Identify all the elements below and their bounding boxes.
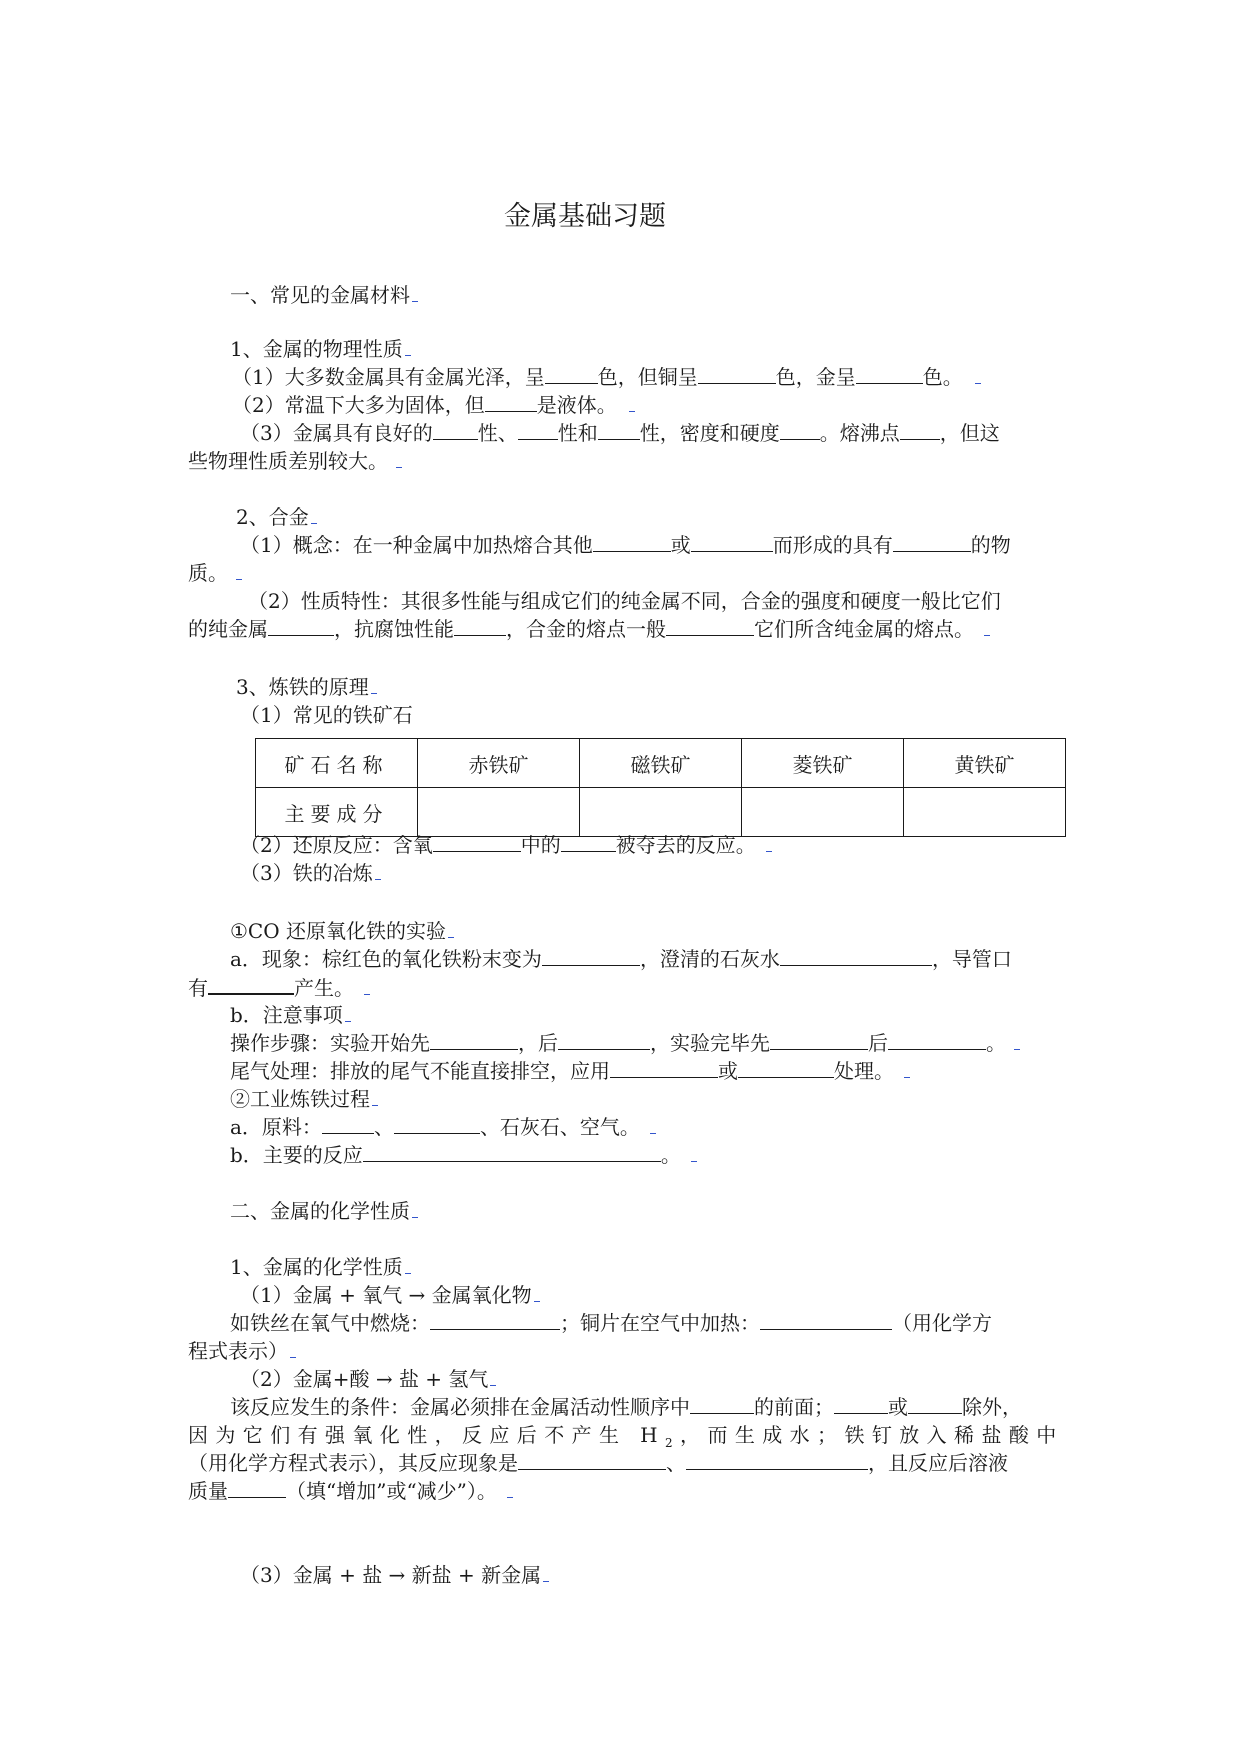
question-line: （3）金属 + 盐 → 新盐 + 新金属 (240, 1562, 549, 1588)
paragraph-mark (371, 674, 377, 694)
paragraph-mark (691, 1142, 697, 1162)
page-title: 金属基础习题 (504, 201, 666, 232)
paragraph-mark (1014, 1030, 1020, 1050)
blank[interactable] (686, 1450, 868, 1470)
blank[interactable] (610, 1058, 718, 1078)
question-line: （2）性质特性：其很多性能与组成它们的纯金属不同，合金的强度和硬度一般比它们 (248, 589, 1001, 613)
blank[interactable] (893, 532, 971, 552)
blank[interactable] (430, 1030, 518, 1050)
blank[interactable] (430, 1310, 560, 1330)
blank[interactable] (268, 616, 334, 636)
blank[interactable] (698, 364, 776, 384)
paragraph-mark (904, 1058, 910, 1078)
blank[interactable] (908, 1394, 962, 1414)
table-header-cell: 赤铁矿 (418, 739, 580, 788)
question-line: （2）金属+酸 → 盐 + 氢气 (240, 1366, 496, 1392)
subsection-heading: 1、金属的化学性质 (230, 1254, 411, 1280)
paragraph-mark (412, 1198, 418, 1218)
paragraph-mark (290, 1338, 296, 1358)
question-line: 些物理性质差别较大。 (188, 448, 402, 474)
question-line: a．原料： 、 、石灰石、空气。 (230, 1114, 656, 1140)
blank[interactable] (545, 364, 598, 384)
blank[interactable] (856, 364, 923, 384)
paragraph-mark (448, 918, 454, 938)
blank[interactable] (518, 420, 558, 440)
table-row (256, 788, 1066, 837)
paragraph-mark (766, 832, 772, 852)
subsection-heading: 2、合金 (236, 504, 317, 530)
question-line: b．注意事项 (230, 1002, 351, 1028)
blank[interactable] (900, 420, 940, 440)
blank[interactable] (518, 1450, 666, 1470)
experiment-heading: ①CO 还原氧化铁的实验 (230, 918, 454, 944)
table-cell[interactable] (742, 788, 904, 837)
paragraph-mark (629, 392, 635, 412)
blank[interactable] (834, 1394, 888, 1414)
question-line: （用化学方程式表示），其反应现象是 、 ，且反应后溶液 (188, 1451, 1008, 1475)
paragraph-mark (311, 504, 317, 524)
blank[interactable] (561, 832, 616, 852)
question-line: 如铁丝在氧气中燃烧： ；铜片在空气中加热： （用化学方 (230, 1311, 992, 1335)
paragraph-mark (490, 1366, 496, 1386)
paragraph-mark (405, 336, 411, 356)
question-line: （1）大多数金属具有金属光泽，呈 色，但铜呈 色，金呈 色。 (232, 364, 981, 390)
question-line: a．现象：棕红色的氧化铁粉末变为 ，澄清的石灰水 ，导管口 (230, 947, 1012, 971)
blank[interactable] (691, 532, 773, 552)
paragraph-mark (375, 860, 381, 880)
blank[interactable] (454, 616, 506, 636)
blank[interactable] (542, 946, 640, 966)
subsection-heading: 3、炼铁的原理 (236, 674, 377, 700)
question-line: （1）金属 + 氧气 → 金属氧化物 (240, 1282, 540, 1308)
question-line: （3）金属具有良好的 性、 性和 性，密度和硬度 。熔沸点 ，但这 (240, 421, 1000, 445)
question-line: （2）常温下大多为固体，但 是液体。 (232, 392, 635, 418)
question-line: （1）概念：在一种金属中加热熔合其他 或 而形成的具有 的物 (240, 533, 1011, 557)
paragraph-mark (396, 448, 402, 468)
paragraph-mark (984, 616, 990, 636)
question-line: 有 产生。 (188, 974, 370, 1001)
question-line: （2）还原反应：含氧 中的 被夺去的反应。 (240, 832, 772, 858)
blank[interactable] (433, 832, 521, 852)
table-header-cell: 矿石名称 (256, 739, 418, 788)
paragraph-mark (543, 1562, 549, 1582)
question-line: b．主要的反应 。 (230, 1142, 697, 1168)
blank[interactable] (485, 392, 537, 412)
blank[interactable] (780, 420, 820, 440)
blank[interactable] (888, 1030, 986, 1050)
blank[interactable] (394, 1114, 480, 1134)
table-cell[interactable] (904, 788, 1066, 837)
table-header-cell: 黄铁矿 (904, 739, 1066, 788)
blank[interactable] (690, 1394, 754, 1414)
question-line: 质量 （填“增加”或“减少”）。 (188, 1478, 513, 1504)
paragraph-mark (534, 1282, 540, 1302)
blank[interactable] (363, 1142, 661, 1162)
blank[interactable] (558, 1030, 650, 1050)
paragraph-mark (364, 975, 370, 995)
experiment-heading: ②工业炼铁过程 (230, 1086, 378, 1112)
paragraph-mark (975, 364, 981, 384)
table-row-label: 主要成分 (256, 788, 418, 837)
section-1-heading: 一、常见的金属材料 (230, 282, 418, 308)
table-header-cell: 磁铁矿 (580, 739, 742, 788)
table-header-cell: 菱铁矿 (742, 739, 904, 788)
question-line: （3）铁的冶炼 (240, 860, 381, 886)
question-line: 质。 (188, 560, 242, 586)
question-line: 的纯金属 ，抗腐蚀性能 ，合金的熔点一般 它们所含纯金属的熔点。 (188, 616, 990, 642)
question-line: 尾气处理：排放的尾气不能直接排空，应用 或 处理。 (230, 1058, 910, 1084)
table-caption: （1）常见的铁矿石 (240, 703, 413, 727)
blank[interactable] (433, 420, 478, 440)
blank[interactable] (760, 1310, 892, 1330)
paragraph-mark (345, 1002, 351, 1022)
blank[interactable] (593, 532, 671, 552)
table-cell[interactable] (580, 788, 742, 837)
blank[interactable] (598, 420, 640, 440)
blank[interactable] (770, 1030, 868, 1050)
question-line: 因为它们有强氧化性，反应后不产生 $H_2$，而生成水；铁钉放入稀盐酸中 (188, 1423, 1064, 1450)
iron-ore-table (255, 738, 1066, 837)
table-row (256, 739, 1066, 788)
blank[interactable] (666, 616, 754, 636)
blank[interactable] (738, 1058, 834, 1078)
paragraph-mark (405, 1254, 411, 1274)
question-line: 操作步骤：实验开始先 ，后 ，实验完毕先 后 。 (230, 1030, 1020, 1056)
blank[interactable] (228, 1478, 286, 1498)
question-line: 该反应发生的条件：金属必须排在金属活动性顺序中 的前面； 或 除外， (230, 1395, 1022, 1419)
blank[interactable] (322, 1114, 374, 1134)
section-2-heading: 二、金属的化学性质 (230, 1198, 418, 1224)
paragraph-mark (372, 1086, 378, 1106)
paragraph-mark (507, 1478, 513, 1498)
paragraph-mark (650, 1114, 656, 1134)
blank[interactable] (208, 974, 294, 995)
blank[interactable] (780, 946, 932, 966)
subsection-heading: 1、金属的物理性质 (230, 336, 411, 362)
table-cell[interactable] (418, 788, 580, 837)
question-line: 程式表示） (188, 1338, 296, 1364)
paragraph-mark (412, 282, 418, 302)
paragraph-mark (236, 560, 242, 580)
